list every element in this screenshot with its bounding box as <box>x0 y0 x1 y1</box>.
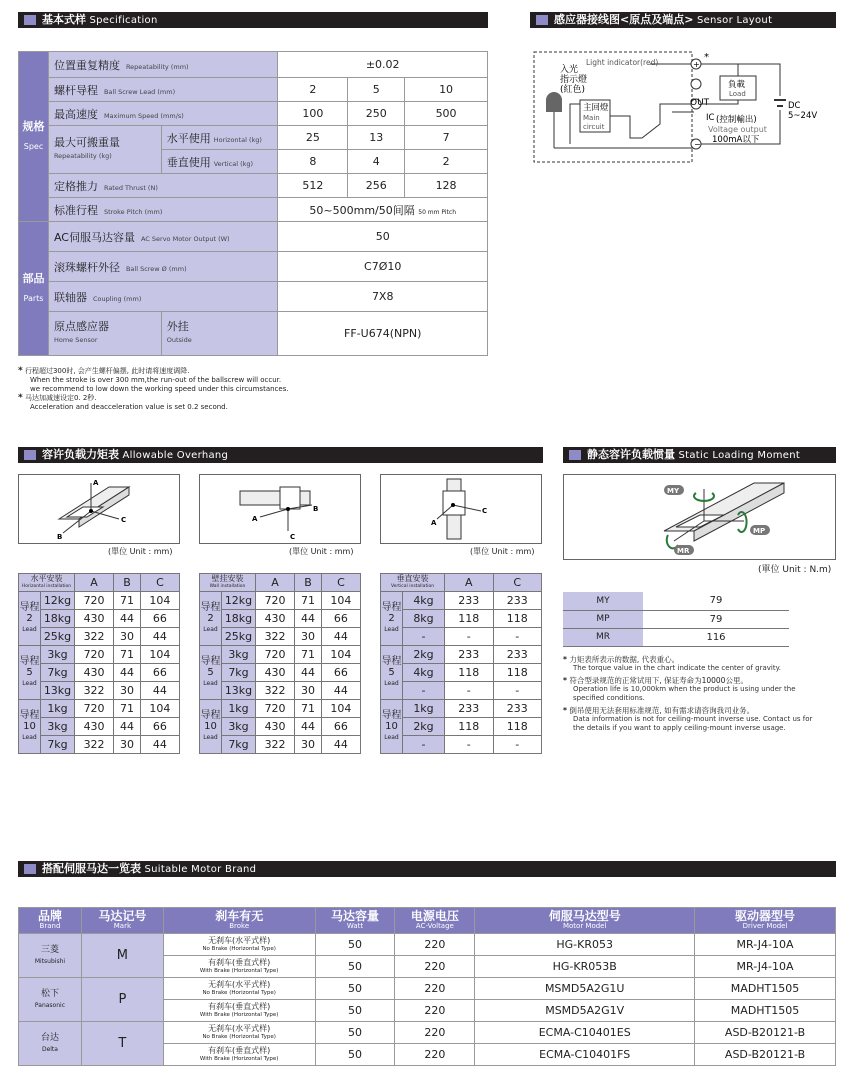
table-cell: 104 <box>140 700 179 718</box>
horizontal-unit: (單位 Unit : mm) <box>108 547 173 556</box>
control-output-label: (控制輸出) <box>716 115 757 125</box>
table-cell: - <box>493 628 542 646</box>
table-cell: 44 <box>140 682 179 700</box>
table-cell: ASD-B20121-B <box>695 1022 836 1044</box>
table-cell: 7kg <box>222 736 256 754</box>
table-cell: 233 <box>445 646 494 664</box>
table-cell: 有刹车(垂直式样) With Brake (Horizontal Type) <box>163 1044 315 1066</box>
table-cell: 44 <box>140 736 179 754</box>
table-cell: HG-KR053B <box>475 956 695 978</box>
table-cell: M <box>81 934 163 978</box>
moment-table <box>563 592 789 647</box>
home-sensor-sub: 外挂 Outside <box>161 312 278 356</box>
table-cell: 118 <box>445 718 494 736</box>
table-cell: 30 <box>295 682 322 700</box>
table-cell: 233 <box>493 646 542 664</box>
my-label: MY <box>667 487 680 495</box>
table-cell: 有刹车(垂直式样) With Brake (Horizontal Type) <box>163 1000 315 1022</box>
table-cell: - <box>493 682 542 700</box>
table-cell: 118 <box>493 664 542 682</box>
table-cell: 13kg <box>222 682 256 700</box>
lamp-label: 入光 <box>560 65 579 75</box>
table-cell: 44 <box>321 628 360 646</box>
table-cell: 71 <box>114 646 141 664</box>
table-cell: 71 <box>295 646 322 664</box>
table-cell: 8kg <box>403 610 445 628</box>
payload-value: 13 <box>348 126 405 150</box>
table-cell: 720 <box>256 646 295 664</box>
table-cell: MADHT1505 <box>695 1000 836 1022</box>
table-cell: 7kg <box>41 736 75 754</box>
dc-label: DC <box>788 101 801 111</box>
lead-cell: 导程 2 Lead <box>381 592 403 646</box>
table-cell: 233 <box>493 592 542 610</box>
table-cell: 104 <box>140 592 179 610</box>
screw-value: C7Ø10 <box>278 252 488 282</box>
lead-value: 10 <box>405 78 488 102</box>
thrust-value: 128 <box>405 174 488 198</box>
table-cell: 30 <box>295 628 322 646</box>
lamp-icon <box>546 92 562 112</box>
asterisk: * <box>704 52 709 63</box>
speed-value: 250 <box>348 102 405 126</box>
table-cell: 7kg <box>222 664 256 682</box>
horizontal-diagram <box>18 474 180 544</box>
table-cell: 322 <box>75 682 114 700</box>
point-a-label: A <box>431 519 437 527</box>
stroke-value: 50~500mm/50间隔 50 mm Pitch <box>278 198 488 222</box>
table-cell: 25kg <box>41 628 75 646</box>
lead-cell: 导程 2 Lead <box>200 592 222 646</box>
table-cell: 720 <box>75 646 114 664</box>
motor-output-label: AC伺服马达容量 AC Servo Motor Output (W) <box>48 222 277 252</box>
table-cell: MR <box>563 628 643 646</box>
table-cell: 66 <box>140 610 179 628</box>
moment-diagram <box>563 474 836 560</box>
table-cell: 322 <box>256 682 295 700</box>
table-cell: 430 <box>256 664 295 682</box>
table-cell: 无刹车(水平式样) No Brake (Horizontal Type) <box>163 934 315 956</box>
payload-value: 7 <box>405 126 488 150</box>
table-cell: 50 <box>315 934 395 956</box>
payload-value: 8 <box>278 150 348 174</box>
repeatability-value: ±0.02 <box>278 52 488 78</box>
payload-value: 2 <box>405 150 488 174</box>
spec-notes: * 行程超过300时, 会产生螺杆偏摆, 此时请将速度调降. When the stroke is over 300 mm,the run-out of the ballscrew will occur. we recommend to low down the working speed under this circumstances. * 马达加减速设定0. 2秒. Acceleration and deacceleration value is set 0.2 second. <box>18 366 289 411</box>
table-cell: 3kg <box>41 718 75 736</box>
payload-value: 25 <box>278 126 348 150</box>
terminal-ic <box>691 79 701 89</box>
payload-vertical-label: 垂直使用 Vertical (kg) <box>161 150 278 174</box>
wall-unit: (單位 Unit : mm) <box>289 547 354 556</box>
lead-label: 螺杆导程 Ball Screw Lead (mm) <box>48 78 277 102</box>
table-cell: 3kg <box>222 646 256 664</box>
table-cell: 66 <box>140 664 179 682</box>
parts-group-label: 部品 Parts <box>19 222 49 356</box>
table-cell: 7kg <box>41 664 75 682</box>
table-cell: 1kg <box>222 700 256 718</box>
table-cell: 44 <box>321 682 360 700</box>
table-cell: 720 <box>75 592 114 610</box>
light-indicator-label: Light indicator(red) <box>586 58 659 67</box>
table-cell: ASD-B20121-B <box>695 1044 836 1066</box>
table-cell: - <box>445 682 494 700</box>
sensor-header: 感应器接线图<原点及端点> Sensor Layout <box>530 12 836 28</box>
table-cell: ECMA-C10401ES <box>475 1022 695 1044</box>
table-cell: 2kg <box>403 646 445 664</box>
speed-label: 最高速度 Maximum Speed (mm/s) <box>48 102 277 126</box>
table-cell: - <box>493 736 542 754</box>
table-cell: 1kg <box>41 700 75 718</box>
table-cell: 12kg <box>41 592 75 610</box>
table-cell: 322 <box>256 736 295 754</box>
table-cell: 18kg <box>222 610 256 628</box>
load-label: Load <box>729 90 746 98</box>
table-cell: 118 <box>445 610 494 628</box>
coupling-label: 联轴器 Coupling (mm) <box>48 282 277 312</box>
table-cell: MSMD5A2G1V <box>475 1000 695 1022</box>
table-header-cell: 马达记号 Mark <box>81 908 163 934</box>
table-cell: 104 <box>321 646 360 664</box>
table-cell: 220 <box>395 956 475 978</box>
terminal-plus-label: + <box>693 60 700 69</box>
table-cell: - <box>445 628 494 646</box>
table-header-cell: A <box>445 574 494 592</box>
load-label: 負載 <box>728 80 746 90</box>
point-c-label: C <box>482 507 488 515</box>
table-cell: MY <box>563 592 643 610</box>
point-a-label: A <box>93 479 99 487</box>
thrust-value: 256 <box>348 174 405 198</box>
stroke-label: 标准行程 Stroke Pitch (mm) <box>48 198 277 222</box>
table-title: 水平安装 Horizontal installation <box>19 574 75 592</box>
motor-header: 搭配伺服马达一览表 Suitable Motor Brand <box>18 861 836 877</box>
current-label: 100mA以下 <box>712 135 760 145</box>
table-title: 垂直安装 Vertical installation <box>381 574 445 592</box>
main-circuit-label: 主回燈 <box>583 103 609 113</box>
motor-output-value: 50 <box>278 222 488 252</box>
lead-cell: 导程 5 Lead <box>381 646 403 700</box>
table-cell: 50 <box>315 978 395 1000</box>
table-cell: T <box>81 1022 163 1066</box>
table-cell: 44 <box>295 610 322 628</box>
table-cell: 12kg <box>222 592 256 610</box>
table-cell: 44 <box>321 736 360 754</box>
ic-label: IC <box>706 113 715 123</box>
table-cell: 220 <box>395 1044 475 1066</box>
table-cell: 4kg <box>403 592 445 610</box>
table-cell: MR-J4-10A <box>695 934 836 956</box>
vertical-diagram <box>380 474 542 544</box>
moment-unit: (單位 Unit : N.m) <box>758 565 832 575</box>
vertical-overhang-table <box>380 573 542 754</box>
dc-range-label: 5~24V <box>788 111 818 121</box>
table-cell: 233 <box>445 700 494 718</box>
point-b-label: B <box>57 533 63 541</box>
table-cell: 720 <box>75 700 114 718</box>
point-a-label: A <box>252 515 258 523</box>
table-cell: 220 <box>395 978 475 1000</box>
table-cell: 430 <box>256 610 295 628</box>
table-cell: 104 <box>321 700 360 718</box>
table-cell: 44 <box>295 664 322 682</box>
table-cell: 720 <box>256 700 295 718</box>
table-header-cell: 电源电压 AC-Voltage <box>395 908 475 934</box>
table-cell: 44 <box>114 664 141 682</box>
mr-label: MR <box>677 547 690 555</box>
payload-label: 最大可搬重量 Repeatability (kg) <box>48 126 161 174</box>
main-circuit-label: circuit <box>583 123 605 131</box>
table-cell: 79 <box>643 592 789 610</box>
thrust-value: 512 <box>278 174 348 198</box>
table-title: 壁挂安装 Wall installation <box>200 574 256 592</box>
point-b-label: B <box>313 505 319 513</box>
mp-label: MP <box>753 527 766 535</box>
table-cell: 79 <box>643 610 789 628</box>
table-cell: 1kg <box>403 700 445 718</box>
table-cell: 有刹车(垂直式样) With Brake (Horizontal Type) <box>163 956 315 978</box>
wall-overhang-table <box>199 573 361 754</box>
table-cell: 50 <box>315 1022 395 1044</box>
payload-value: 4 <box>348 150 405 174</box>
table-cell: 无刹车(水平式样) No Brake (Horizontal Type) <box>163 1022 315 1044</box>
lead-value: 2 <box>278 78 348 102</box>
table-cell: 220 <box>395 1022 475 1044</box>
lead-cell: 导程 10 Lead <box>200 700 222 754</box>
table-cell: HG-KR053 <box>475 934 695 956</box>
spec-group-label: 规格 Spec <box>19 52 49 222</box>
table-header-cell: 伺服马达型号 Motor Model <box>475 908 695 934</box>
spec-table <box>18 51 488 356</box>
table-header-cell: 品牌 Brand <box>19 908 82 934</box>
table-cell: 71 <box>114 700 141 718</box>
home-sensor-value: FF-U674(NPN) <box>278 312 488 356</box>
out-label: OUT <box>690 98 710 108</box>
table-cell: 430 <box>75 610 114 628</box>
repeatability-label: 位置重复精度 Repeatability (mm) <box>48 52 277 78</box>
table-cell: 233 <box>445 592 494 610</box>
table-cell: 3kg <box>41 646 75 664</box>
table-cell: 71 <box>114 592 141 610</box>
table-cell: 50 <box>315 956 395 978</box>
thrust-label: 定格推力 Rated Thrust (N) <box>48 174 277 198</box>
table-cell: - <box>445 736 494 754</box>
point-c-label: C <box>290 533 296 541</box>
table-cell: 430 <box>256 718 295 736</box>
voltage-output-label: Voltage output <box>708 125 767 134</box>
table-cell: 71 <box>295 592 322 610</box>
table-row <box>19 1022 836 1044</box>
table-cell: 220 <box>395 1000 475 1022</box>
table-cell: 18kg <box>41 610 75 628</box>
table-cell: 322 <box>75 736 114 754</box>
vertical-unit: (單位 Unit : mm) <box>470 547 535 556</box>
lead-cell: 导程 5 Lead <box>19 646 41 700</box>
table-cell: 71 <box>295 700 322 718</box>
table-cell: MADHT1505 <box>695 978 836 1000</box>
table-cell: 25kg <box>222 628 256 646</box>
table-header-cell: 刹车有无 Broke <box>163 908 315 934</box>
table-cell: MP <box>563 610 643 628</box>
table-cell: 44 <box>140 628 179 646</box>
table-header-cell: B <box>295 574 322 592</box>
lamp-label: 指示燈 <box>560 75 588 85</box>
table-cell: 66 <box>321 664 360 682</box>
lamp-label: (紅色) <box>560 85 586 95</box>
table-cell: - <box>403 628 445 646</box>
table-cell: 104 <box>321 592 360 610</box>
lead-cell: 导程 2 Lead <box>19 592 41 646</box>
table-cell: 30 <box>114 682 141 700</box>
table-cell: 430 <box>75 664 114 682</box>
table-cell: 台达 Delta <box>19 1022 82 1066</box>
coupling-value: 7X8 <box>278 282 488 312</box>
table-header-cell: 马达容量 Watt <box>315 908 395 934</box>
table-cell: 30 <box>114 736 141 754</box>
table-cell: 322 <box>75 628 114 646</box>
moment-header: 静态容许负载惯量 Static Loading Moment <box>563 447 836 463</box>
table-header-cell: B <box>114 574 141 592</box>
table-cell: 松下 Panasonic <box>19 978 82 1022</box>
table-row <box>19 978 836 1000</box>
lead-value: 5 <box>348 78 405 102</box>
main-circuit-label: Main <box>583 114 600 122</box>
table-cell: 66 <box>140 718 179 736</box>
table-cell: 233 <box>493 700 542 718</box>
table-cell: 430 <box>75 718 114 736</box>
spec-header: 基本式样 Specification <box>18 12 488 28</box>
terminal-minus-label: − <box>694 140 701 149</box>
table-cell: 118 <box>493 610 542 628</box>
table-cell: 44 <box>114 610 141 628</box>
lead-cell: 导程 10 Lead <box>381 700 403 754</box>
table-header-cell: C <box>493 574 542 592</box>
table-header-cell: C <box>321 574 360 592</box>
table-header-cell: A <box>75 574 114 592</box>
table-cell: 无刹车(水平式样) No Brake (Horizontal Type) <box>163 978 315 1000</box>
table-cell: - <box>403 736 445 754</box>
table-cell: 220 <box>395 934 475 956</box>
overhang-header: 容许负载力矩表 Allowable Overhang <box>18 447 543 463</box>
table-cell: 2kg <box>403 718 445 736</box>
table-cell: 4kg <box>403 664 445 682</box>
speed-value: 100 <box>278 102 348 126</box>
table-cell: P <box>81 978 163 1022</box>
point-c-label: C <box>121 516 127 524</box>
table-cell: 3kg <box>222 718 256 736</box>
table-cell: 720 <box>256 592 295 610</box>
table-cell: ECMA-C10401FS <box>475 1044 695 1066</box>
table-cell: 50 <box>315 1044 395 1066</box>
table-cell: 30 <box>114 628 141 646</box>
circuit-wire <box>610 104 694 138</box>
table-cell: MR-J4-10A <box>695 956 836 978</box>
motor-table-header <box>19 908 836 934</box>
sensor-wiring-diagram <box>530 48 836 168</box>
table-cell: 13kg <box>41 682 75 700</box>
table-cell: 44 <box>114 718 141 736</box>
horizontal-overhang-table <box>18 573 180 754</box>
table-cell: 118 <box>493 718 542 736</box>
moment-notes: * 力矩表所表示的数据, 代表重心。 The torque value in the chart indicate the center of gravity. * 符合型录规范的正常试用下, 保证寿命为10000公里。 Operation life is 10,000km when the product is using under the specified conditions. * 倒吊使用无法套用标准规范, 如有需求请咨询我司业务。 Data information is not for ceiling-mount inverse use. Contact us for the details if you want to apply ceiling-mount inverse usage. <box>563 655 813 732</box>
table-cell: 30 <box>295 736 322 754</box>
table-row <box>19 934 836 956</box>
table-cell: 三菱 Mitsubishi <box>19 934 82 978</box>
table-cell: - <box>403 682 445 700</box>
table-header-cell: C <box>140 574 179 592</box>
lead-cell: 导程 5 Lead <box>200 646 222 700</box>
wall-diagram <box>199 474 361 544</box>
motor-table <box>18 907 836 1066</box>
table-cell: 66 <box>321 610 360 628</box>
lead-cell: 导程 10 Lead <box>19 700 41 754</box>
table-cell: 44 <box>295 718 322 736</box>
table-header-cell: 驱动器型号 Driver Model <box>695 908 836 934</box>
table-header-cell: A <box>256 574 295 592</box>
table-cell: 104 <box>140 646 179 664</box>
table-cell: 66 <box>321 718 360 736</box>
table-cell: 118 <box>445 664 494 682</box>
payload-horizontal-label: 水平使用 Horizontal (kg) <box>161 126 278 150</box>
home-sensor-label: 原点感应器 Home Sensor <box>48 312 161 356</box>
table-cell: MSMD5A2G1U <box>475 978 695 1000</box>
table-cell: 322 <box>256 628 295 646</box>
table-cell: 116 <box>643 628 789 646</box>
screw-label: 滚珠螺杆外径 Ball Screw Ø (mm) <box>48 252 277 282</box>
speed-value: 500 <box>405 102 488 126</box>
table-cell: 50 <box>315 1000 395 1022</box>
